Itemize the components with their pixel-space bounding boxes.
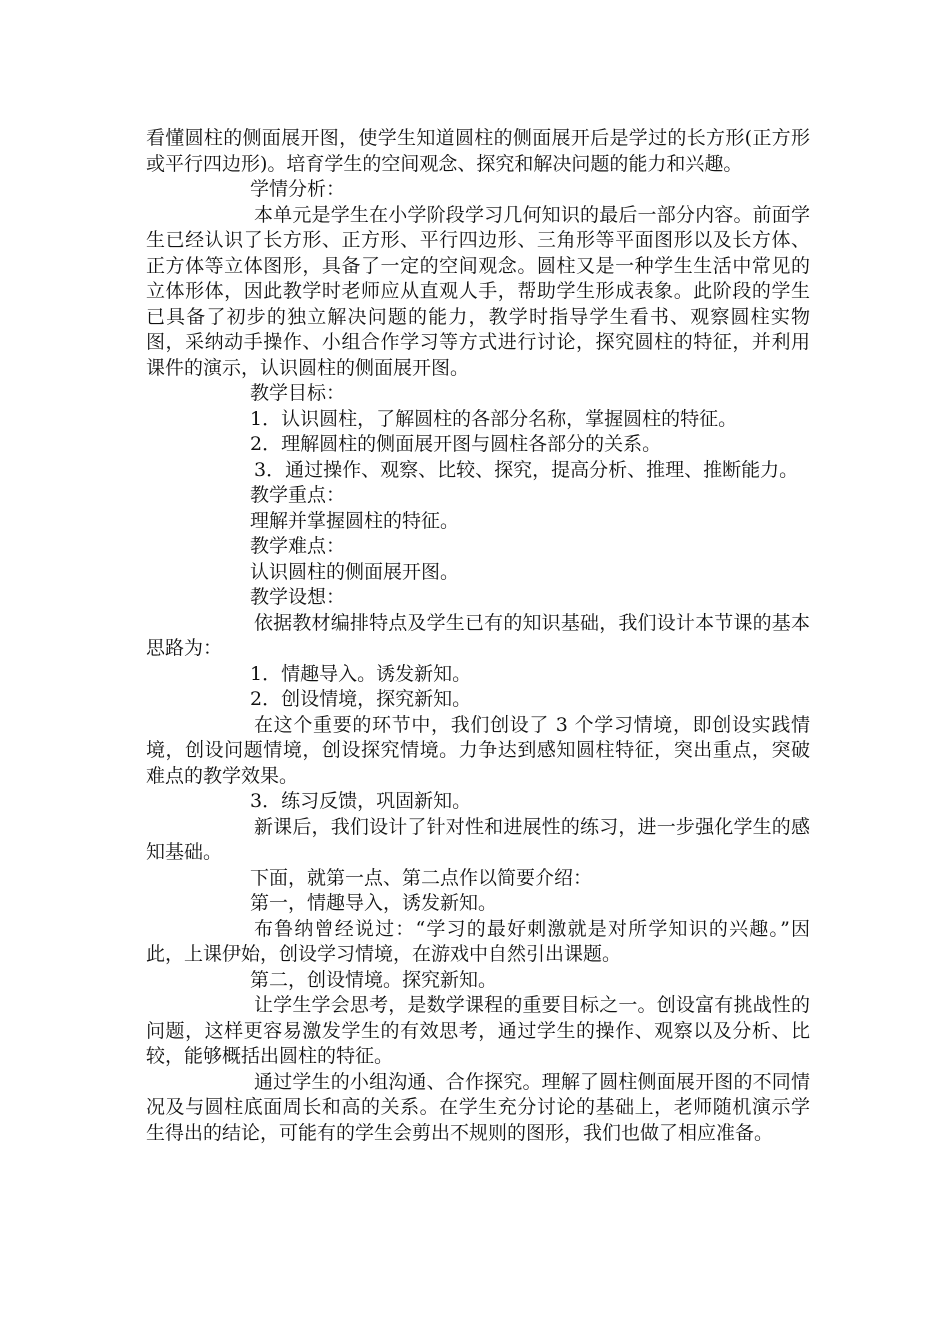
subheading-first: 第一，情趣导入，诱发新知。: [250, 892, 498, 914]
paragraph-difficulties: 认识圆柱的侧面展开图。: [250, 560, 460, 583]
paragraph-intro-to-details: 下面，就第一点、第二点作以简要介绍：: [250, 866, 593, 889]
document-body: [146, 126, 810, 1146]
paragraph-intro-continuation: 看懂圆柱的侧面展开图，使学生知道圆柱的侧面展开后是学过的长方形(正方形或平行四边形)。培育学生的空间观念、探究和解决问题的能力和兴趣。: [146, 127, 810, 175]
section-heading-student-analysis: 学情分析：: [250, 178, 346, 200]
section-heading-teaching-goals: 教学目标：: [250, 382, 346, 404]
section-heading-difficulties: 教学难点：: [250, 535, 346, 557]
plan-item-1: 1．情趣导入。诱发新知。: [250, 662, 472, 685]
plan-item-3: 3．练习反馈，巩固新知。: [250, 790, 472, 812]
goal-item-1: 1．认识圆柱，了解圆柱的各部分名称，掌握圆柱的特征。: [250, 407, 738, 430]
plan-item-2: 2．创设情境，探究新知。: [250, 688, 472, 710]
paragraph-key-points: 理解并掌握圆柱的特征。: [250, 509, 460, 532]
section-heading-key-points: 教学重点：: [250, 484, 346, 506]
section-heading-teaching-plan: 教学设想：: [250, 586, 346, 608]
paragraph-first-detail: 布鲁纳曾经说过：“学习的最好刺激就是对所学知识的兴趣。”因此，上课伊始，创设学习情境，在游戏中自然引出课题。: [146, 917, 810, 965]
paragraph-second-detail-1: 让学生学会思考，是数学课程的重要目标之一。创设富有挑战性的问题，这样更容易激发学生的有效思考，通过学生的操作、观察以及分析、比较，能够概括出圆柱的特征。: [146, 994, 810, 1067]
paragraph-teaching-plan: 依据教材编排特点及学生已有的知识基础，我们设计本节课的基本思路为：: [146, 611, 810, 659]
subheading-second: 第二，创设情境。探究新知。: [250, 968, 498, 991]
goal-item-2: 2．理解圆柱的侧面展开图与圆柱各部分的关系。: [250, 433, 662, 455]
paragraph-second-detail-2: 通过学生的小组沟通、合作探究。理解了圆柱侧面展开图的不同情况及与圆柱底面周长和高的关系。在学生充分讨论的基础上，老师随机演示学生得出的结论，可能有的学生会剪出不规则的图形，我们也做了相应准备。: [146, 1070, 810, 1144]
paragraph-student-analysis: 本单元是学生在小学阶段学习几何知识的最后一部分内容。前面学生已经认识了长方形、正方形、平行四边形、三角形等平面图形以及长方体、正方体等立体图形，具备了一定的空间观念。圆柱又是一种学生生活中常见的立体形体，因此教学时老师应从直观人手，帮助学生形成表象。此阶段的学生已具备了初步的独立解决问题的能力，教学时指导学生看书、观察圆柱实物图，采纳动手操作、小组合作学习等方式进行讨论，探究圆柱的特征，并利用课件的演示，认识圆柱的侧面展开图。: [146, 203, 810, 379]
goal-item-3: 3．通过操作、观察、比较、探究，提高分析、推理、推断能力。: [254, 458, 799, 481]
paragraph-plan-item-2-detail: 在这个重要的环节中，我们创设了 3 个学习情境，即创设实践情境，创设问题情境，创设探究情境。力争达到感知圆柱特征，突出重点，突破难点的教学效果。: [146, 713, 810, 787]
paragraph-plan-item-3-detail: 新课后，我们设计了针对性和进展性的练习，进一步强化学生的感知基础。: [146, 815, 810, 863]
